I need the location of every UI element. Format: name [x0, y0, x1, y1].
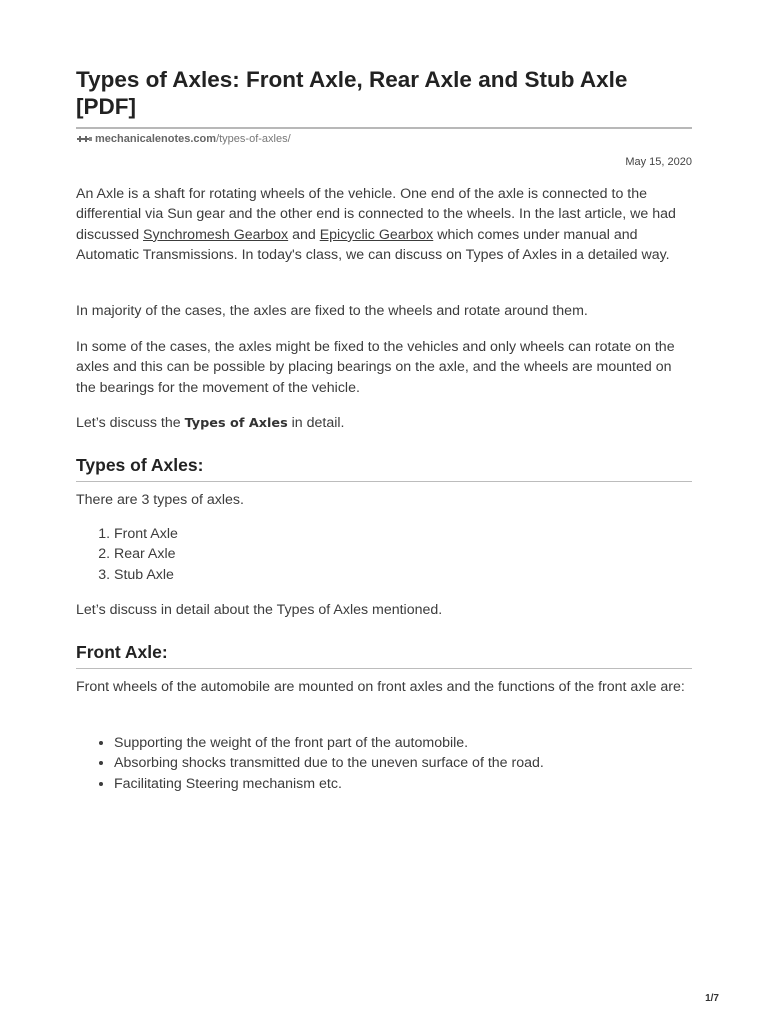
section-front-axle-intro-text: Front wheels of the automobile are mounted on front axles and the functions of the front axle are:: [76, 679, 685, 695]
title-divider: [76, 127, 692, 129]
list-item: • Absorbing shocks transmitted due to the uneven surface of the road.: [114, 753, 692, 773]
section-front-axle-title: Front Axle:: [76, 642, 168, 662]
list-item: 1. Front Axle: [114, 524, 692, 544]
list-item: 3. Stub Axle: [114, 565, 692, 585]
axle-types-list: [76, 524, 692, 585]
intro-text-2: and: [288, 226, 320, 243]
intro-paragraph: [76, 184, 692, 266]
synchromesh-gearbox-link[interactable]: Synchromesh Gearbox: [143, 226, 289, 243]
paragraph-4: [76, 413, 692, 434]
paragraph-4-after: in detail.: [287, 415, 345, 431]
list-item: 2. Rear Axle: [114, 544, 692, 564]
section-types-outro-text: Let’s discuss in detail about the Types of Axles mentioned.: [76, 602, 443, 618]
paragraph-2-text: In majority of the cases, the axles are fixed to the wheels and rotate around them.: [76, 303, 588, 319]
paragraph-3-text: In some of the cases, the axles might be fixed to the vehicles and only wheels can rotate on the axles and this can be possible by placing bearings on the axle, and the wheels are mounted on the bearings for the movement of the vehicle.: [76, 339, 675, 396]
epicyclic-gearbox-link[interactable]: Epicyclic Gearbox: [319, 226, 434, 243]
section-types-outro: [76, 600, 692, 620]
source-path[interactable]: /types-of-axles/: [216, 133, 291, 145]
site-logo-icon: [76, 135, 93, 144]
page-title: Types of Axles: Front Axle, Rear Axle and Stub Axle [PDF]: [76, 67, 628, 119]
paragraph-4-before: Let’s discuss the: [76, 415, 185, 431]
publish-date: May 15, 2020: [625, 156, 692, 168]
list-item: • Facilitating Steering mechanism etc.: [114, 774, 692, 794]
section-types-intro: [76, 490, 692, 510]
source-host[interactable]: mechanicalenotes.com: [95, 133, 217, 145]
section-types-heading: [76, 455, 692, 482]
section-types-intro-text: There are 3 types of axles.: [76, 492, 244, 508]
source-url[interactable]: [76, 133, 291, 145]
page-number: 1/7: [705, 993, 719, 1004]
section-front-axle-heading: [76, 642, 692, 669]
intro-text-1: An Axle is a shaft for rotating wheels of the vehicle. One end of the axle is connected to the differential via Sun gear and the other end is connected to the wheels. In the last article, we had discussed: [76, 186, 676, 243]
intro-text-3: which comes under manual and Automatic Transmissions. In today's class, we can discuss on Types of Axles in a detailed way.: [76, 226, 670, 264]
section-front-axle-intro: [76, 677, 692, 697]
list-item: • Supporting the weight of the front part of the automobile.: [114, 733, 692, 753]
section-types-title: Types of Axles:: [76, 455, 204, 475]
paragraph-2: [76, 301, 692, 321]
paragraph-3: [76, 337, 692, 398]
front-axle-functions-list: [76, 733, 692, 794]
paragraph-4-bold: Types of Axles: [184, 416, 288, 431]
